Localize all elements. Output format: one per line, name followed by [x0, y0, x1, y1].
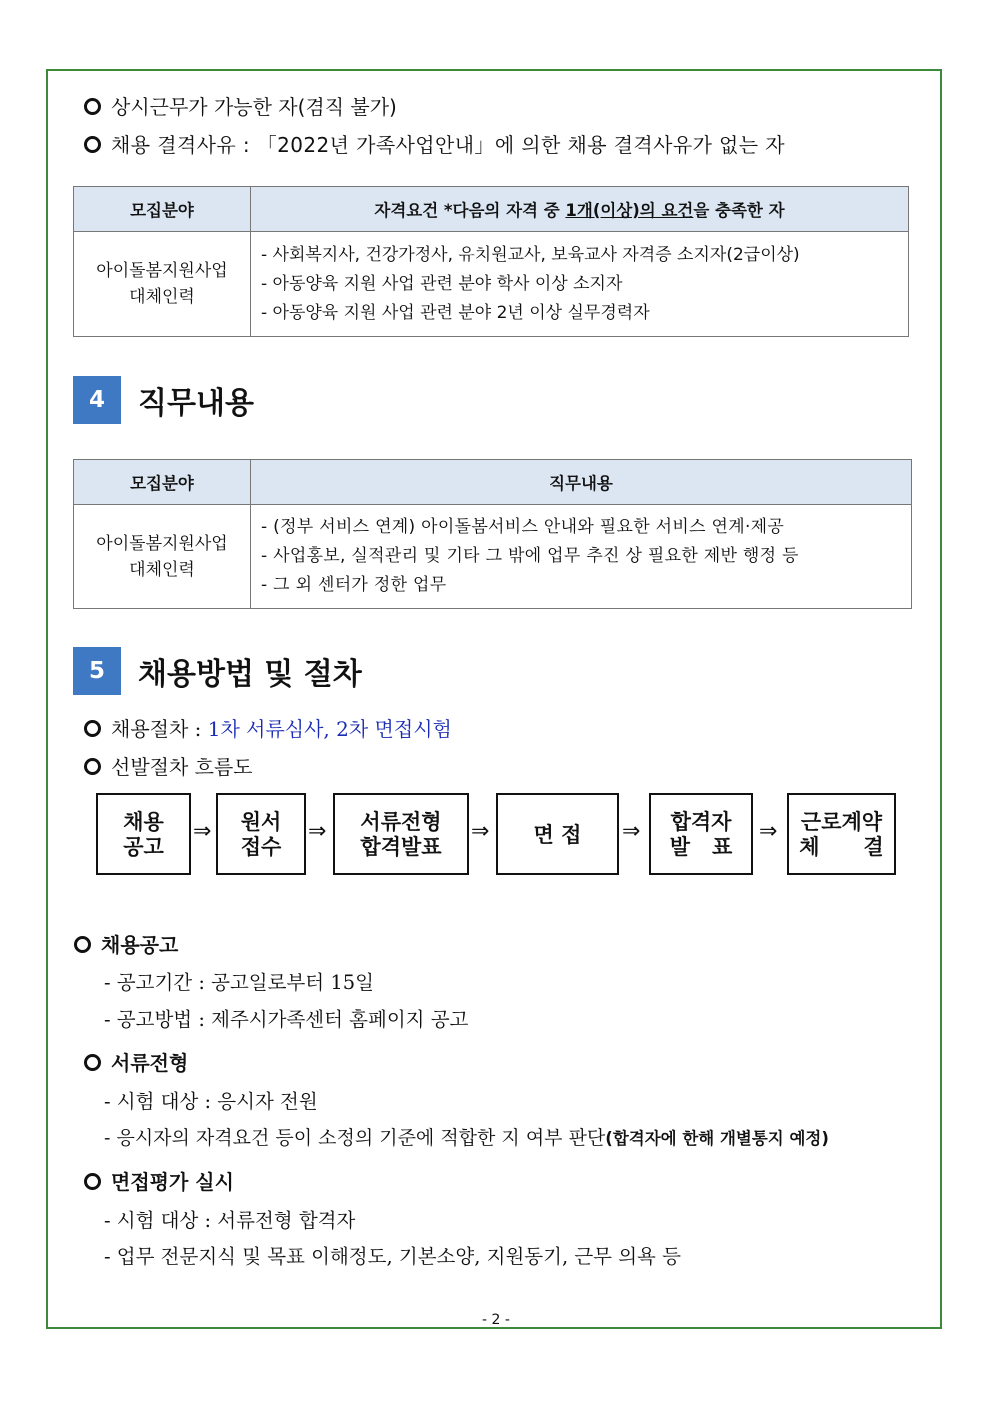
list-item: - 그 외 센터가 정한 업무 — [261, 575, 447, 595]
field-cell: 아이돌봄지원사업 대체인력 — [74, 232, 251, 337]
flow-arrow-icon: ⇒ — [759, 819, 778, 844]
flow-step-posting: 채용 공고 — [96, 793, 191, 875]
procedure-line: 채용절차 : 1차 서류심사, 2차 면접시험 — [84, 713, 452, 742]
list-item: - 아동양육 지원 사업 관련 분야 학사 이상 소지자 — [261, 273, 623, 294]
flow-arrow-icon: ⇒ — [193, 819, 212, 844]
flow-label: 선발절차 흐름도 — [84, 751, 253, 780]
requirements-table — [73, 186, 909, 337]
bullet-circle-icon — [84, 136, 101, 153]
flow-step-final-result: 합격자 발 표 — [649, 793, 753, 875]
header-field: 모집분야 — [74, 187, 251, 232]
procedure-value: 1차 서류심사, 2차 면접시험 — [207, 717, 452, 741]
list-item: - 사업홍보, 실적관리 및 기타 그 밖에 업무 추진 상 필요한 제반 행정 등 — [261, 546, 799, 566]
header-requirements: 자격요건 *다음의 자격 중 1개(이상)의 요건을 충족한 자 — [251, 187, 909, 232]
section-number: 4 — [73, 376, 121, 424]
posting-title: 채용공고 — [74, 929, 178, 958]
flow-step-interview: 면 접 — [496, 793, 619, 875]
list-item: - 사회복지사, 건강가정사, 유치원교사, 보육교사 자격증 소지자(2급이상) — [261, 244, 800, 265]
list-item: - 응시자의 자격요건 등이 소정의 기준에 적합한 지 여부 판단(합격자에 한해 개별통지 예정) — [104, 1127, 829, 1149]
list-item: - 공고방법 : 제주시가족센터 홈페이지 공고 — [104, 1008, 469, 1031]
bullet-circle-icon — [84, 720, 101, 737]
section-number: 5 — [73, 647, 121, 695]
list-item: - 시험 대상 : 서류전형 합격자 — [104, 1209, 356, 1232]
bullet-circle-icon — [84, 758, 101, 775]
document-screening-title: 서류전형 — [84, 1047, 188, 1076]
interview-title: 면접평가 실시 — [84, 1166, 234, 1195]
field-cell: 아이돌봄지원사업 대체인력 — [74, 505, 251, 609]
flow-step-document-result: 서류전형 합격발표 — [333, 793, 469, 875]
header-field: 모집분야 — [74, 460, 251, 505]
flow-arrow-icon: ⇒ — [308, 819, 327, 844]
duty-table — [73, 459, 912, 609]
bullet-disqualification: 채용 결격사유 : 「2022년 가족사업안내」에 의한 채용 결격사유가 없는 자 — [84, 129, 785, 158]
flow-arrow-icon: ⇒ — [471, 819, 490, 844]
list-item: - 아동양육 지원 사업 관련 분야 2년 이상 실무경력자 — [261, 302, 650, 323]
list-item: - (정부 서비스 연계) 아이돌봄서비스 안내와 필요한 서비스 연계·제공 — [261, 517, 785, 537]
list-item: - 업무 전문지식 및 목표 이해정도, 기본소양, 지원동기, 근무 의욕 등 — [104, 1245, 681, 1268]
requirements-list — [251, 232, 909, 337]
bullet-circle-icon — [74, 936, 91, 953]
bullet-circle-icon — [84, 98, 101, 115]
duty-list — [251, 505, 912, 609]
note: (합격자에 한해 개별통지 예정) — [605, 1129, 829, 1148]
section-title: 채용방법 및 절차 — [138, 657, 362, 692]
flow-step-application: 원서 접수 — [216, 793, 306, 875]
list-item: - 시험 대상 : 응시자 전원 — [104, 1090, 318, 1113]
flow-step-contract: 근로계약 체 결 — [787, 793, 896, 875]
bullet-circle-icon — [84, 1054, 101, 1071]
section-title: 직무내용 — [138, 386, 254, 421]
list-item: - 공고기간 : 공고일로부터 15일 — [104, 971, 374, 994]
flow-arrow-icon: ⇒ — [622, 819, 641, 844]
page-number: - 2 - — [482, 1312, 510, 1328]
header-duty: 직무내용 — [251, 460, 912, 505]
bullet-fulltime: 상시근무가 가능한 자(겸직 불가) — [84, 91, 397, 120]
bullet-circle-icon — [84, 1173, 101, 1190]
